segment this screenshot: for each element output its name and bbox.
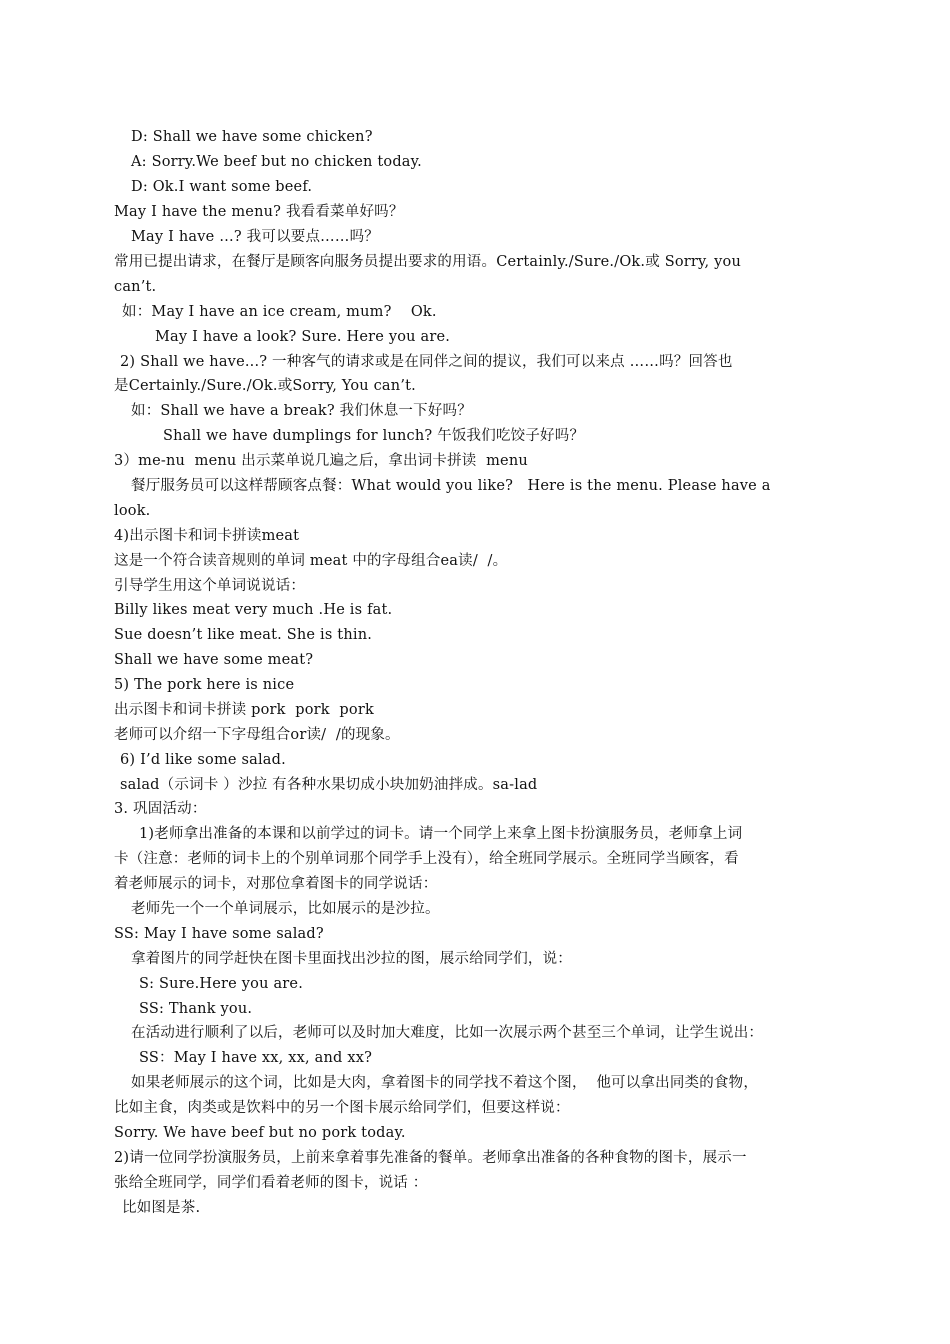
text-line: 比如主食，肉类或是饮料中的另一个图卡展示给同学们，但要这样说：: [114, 1100, 570, 1116]
text-line: 4)出示图卡和词卡拼读meat: [114, 528, 300, 544]
text-line: 3. 巩固活动：: [114, 801, 207, 817]
text-line: 5) The pork here is nice: [114, 677, 295, 693]
text-line: D: Ok.I want some beef.: [131, 179, 313, 195]
text-line: 如：May I have an ice cream, mum? Ok.: [122, 304, 437, 320]
text-line: 拿着图片的同学赶快在图卡里面找出沙拉的图，展示给同学们，说：: [131, 951, 572, 967]
text-line: 3）me-nu menu 出示菜单说几遍之后，拿出词卡拼读 menu: [114, 453, 528, 469]
text-line: 这是一个符合读音规则的单词 meat 中的字母组合ea读/ /。: [114, 553, 508, 569]
text-line: 如：Shall we have a break? 我们休息一下好吗？: [131, 403, 472, 419]
text-line: 常用已提出请求，在餐厅是顾客向服务员提出要求的用语。Certainly./Sure./Ok.或 Sorry, you: [114, 254, 741, 270]
text-line: 老师可以介绍一下字母组合or读/ /的现象。: [114, 727, 400, 743]
text-line: D: Shall we have some chicken?: [131, 129, 373, 145]
text-line: May I have a look? Sure. Here you are.: [155, 329, 451, 345]
text-line: look.: [114, 503, 151, 519]
text-line: SS：May I have xx, xx, and xx?: [139, 1050, 373, 1066]
text-line: SS: May I have some salad?: [114, 926, 324, 942]
text-line: 老师先一个一个单词展示，比如展示的是沙拉。: [131, 901, 440, 917]
text-line: Sorry. We have beef but no pork today.: [114, 1125, 406, 1141]
text-line: Shall we have dumplings for lunch? 午饭我们吃饺子好吗？: [163, 428, 585, 444]
text-line: 引导学生用这个单词说说话：: [114, 578, 306, 594]
text-line: May I have …? 我可以要点……吗？: [131, 229, 379, 245]
text-line: 1)老师拿出准备的本课和以前学过的词卡。请一个同学上来拿上图卡扮演服务员，老师拿上词: [139, 826, 743, 842]
text-line: Shall we have some meat?: [114, 652, 314, 668]
text-line: Sue doesn’t like meat. She is thin.: [114, 627, 373, 643]
text-line: A: Sorry.We beef but no chicken today.: [131, 154, 422, 170]
text-line: 着老师展示的词卡，对那位拿着图卡的同学说话：: [114, 876, 438, 892]
text-line: 出示图卡和词卡拼读 pork pork pork: [114, 702, 374, 718]
text-line: salad（示词卡 ）沙拉 有各种水果切成小块加奶油拌成。sa-lad: [120, 777, 538, 793]
text-line: May I have the menu? 我看看菜单好吗？: [114, 204, 404, 220]
text-line: 比如图是茶.: [122, 1200, 201, 1216]
text-line: can’t.: [114, 279, 157, 295]
text-line: 是Certainly./Sure./Ok.或Sorry, You can’t.: [114, 378, 416, 394]
text-line: 2) Shall we have...? 一种客气的请求或是在同伴之间的提议，我们可以来点 ……吗？回答也: [120, 354, 733, 370]
text-line: 餐厅服务员可以这样帮顾客点餐：What would you like? Here is the menu. Please have a: [131, 478, 771, 494]
text-line: S: Sure.Here you are.: [139, 976, 304, 992]
text-line: 在活动进行顺利了以后，老师可以及时加大难度，比如一次展示两个甚至三个单词，让学生说出：: [131, 1025, 764, 1041]
text-line: 卡（注意：老师的词卡上的个别单词那个同学手上没有），给全班同学展示。全班同学当顾客，看: [114, 851, 739, 867]
text-line: 如果老师展示的这个词，比如是大肉，拿着图卡的同学找不着这个图， 他可以拿出同类的食物，: [131, 1075, 759, 1091]
text-line: 2)请一位同学扮演服务员，上前来拿着事先准备的餐单。老师拿出准备的各种食物的图卡，展示一: [114, 1150, 747, 1166]
text-line: 6) I’d like some salad.: [120, 752, 286, 768]
text-line: 张给全班同学，同学们看着老师的图卡，说话 ：: [114, 1175, 428, 1191]
text-line: SS: Thank you.: [139, 1001, 253, 1017]
text-line: Billy likes meat very much .He is fat.: [114, 602, 393, 618]
